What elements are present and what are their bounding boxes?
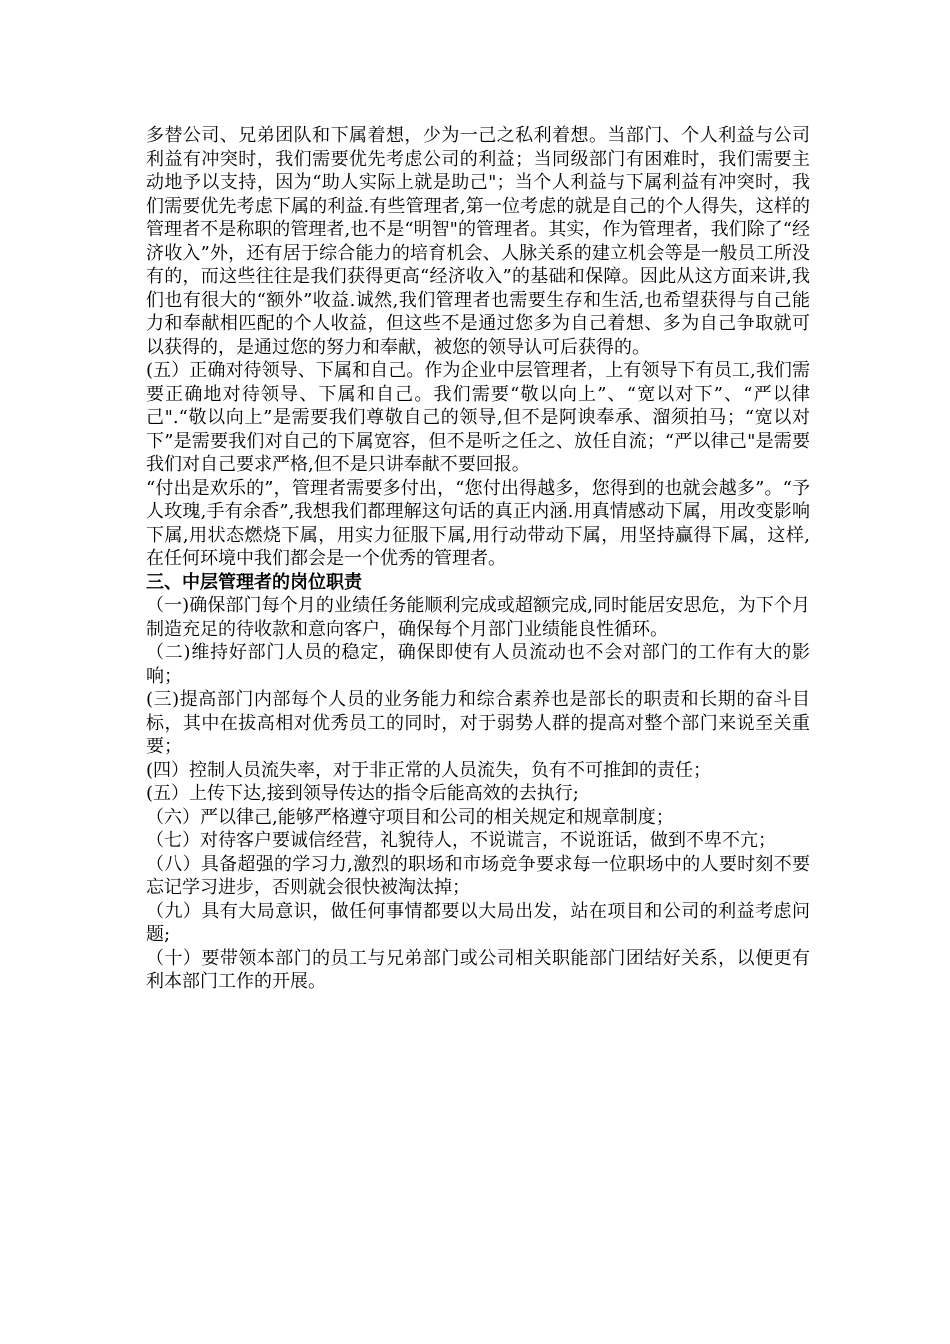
duty-item: （一)确保部门每个月的业绩任务能顺利完成或超额完成,同时能居安思危，为下个月制造充足的待收款和意向客户，确保每个月部门业绩能良性循环。 — [146, 595, 810, 640]
duty-item: （十）要带领本部门的员工与兄弟部门或公司相关职能部门团结好关系，以便更有利本部门工作的开展。 — [146, 947, 810, 992]
paragraph: 多替公司、兄弟团队和下属着想，少为一己之私利着想。当部门、个人利益与公司利益有冲突时，我们需要优先考虑公司的利益；当同级部门有困难时，我们需要主动地予以支持，因为“助人实际上就是助己"；当个人利益与下属利益有冲突时，我们需要优先考虑下属的利益.有些管理者,第一位考虑的就是自己的个人得失，这样的管理者不是称职的管理者,也不是“明智"的管理者。其实，作为管理者，我们除了“经济收入”外，还有居于综合能力的培育机会、人脉关系的建立机会等是一般员工所没有的，而这些往往是我们获得更高“经济收入”的基础和保障。因此从这方面来讲,我们也有很大的“额外”收益.诚然,我们管理者也需要生存和生活,也希望获得与自己能力和奉献相匹配的个人收益，但这些不是通过您多为自己着想、多为自己争取就可以获得的，是通过您的努力和奉献，被您的领导认可后获得的。 — [146, 125, 810, 358]
duty-item: （六）严以律己,能够严格遵守项目和公司的相关规定和规章制度； — [146, 806, 674, 828]
paragraph: “付出是欢乐的”，管理者需要多付出，“您付出得越多，您得到的也就会越多”。“予人玫瑰,手有余香”,我想我们都理解这句话的真正内涵.用真情感动下属，用改变影响下属,用状态燃烧下属，用实力征服下属,用行动带动下属，用坚持赢得下属，这样,在任何环境中我们都会是一个优秀的管理者。 — [146, 477, 810, 569]
duty-item: （七）对待客户要诚信经营，礼貌待人，不说谎言，不说诳话，做到不卑不亢； — [146, 830, 776, 851]
duty-item: (五）上传下达,接到领导传达的指令后能高效的去执行; — [146, 783, 579, 804]
duty-item: (三)提高部门内部每个人员的业务能力和综合素养也是部长的职责和长期的奋斗目标，其中在拔高相对优秀员工的同时，对于弱势人群的提高对整个部门来说至关重要； — [146, 689, 810, 757]
duty-item: （二)维持好部门人员的稳定，确保即使有人员流动也不会对部门的工作有大的影响； — [146, 642, 810, 687]
duty-item: （八）具备超强的学习力,激烈的职场和市场竞争要求每一位职场中的人要时刻不要忘记学习进步，否则就会很快被淘汰掉； — [146, 853, 810, 898]
duty-item: （九）具有大局意识，做任何事情都要以大局出发，站在项目和公司的利益考虑问题; — [146, 900, 810, 945]
document-page — [146, 124, 810, 994]
section-heading: 三、中层管理者的岗位职责 — [146, 571, 362, 593]
paragraph: (五）正确对待领导、下属和自己。作为企业中层管理者，上有领导下有员工,我们需要正确地对待领导、下属和自己。我们需要“敬以向上”、“宽以对下”、“严以律己".“敬以向上”是需要我们尊敬自己的领导,但不是阿谀奉承、溜须拍马；“宽以对下”是需要我们对自己的下属宽容，但不是听之任之、放任自流；“严以律己"是需要我们对自己要求严格,但不是只讲奉献不要回报。 — [146, 360, 810, 475]
duty-item: (四）控制人员流失率，对于非正常的人员流失，负有不可推卸的责任； — [146, 759, 712, 781]
